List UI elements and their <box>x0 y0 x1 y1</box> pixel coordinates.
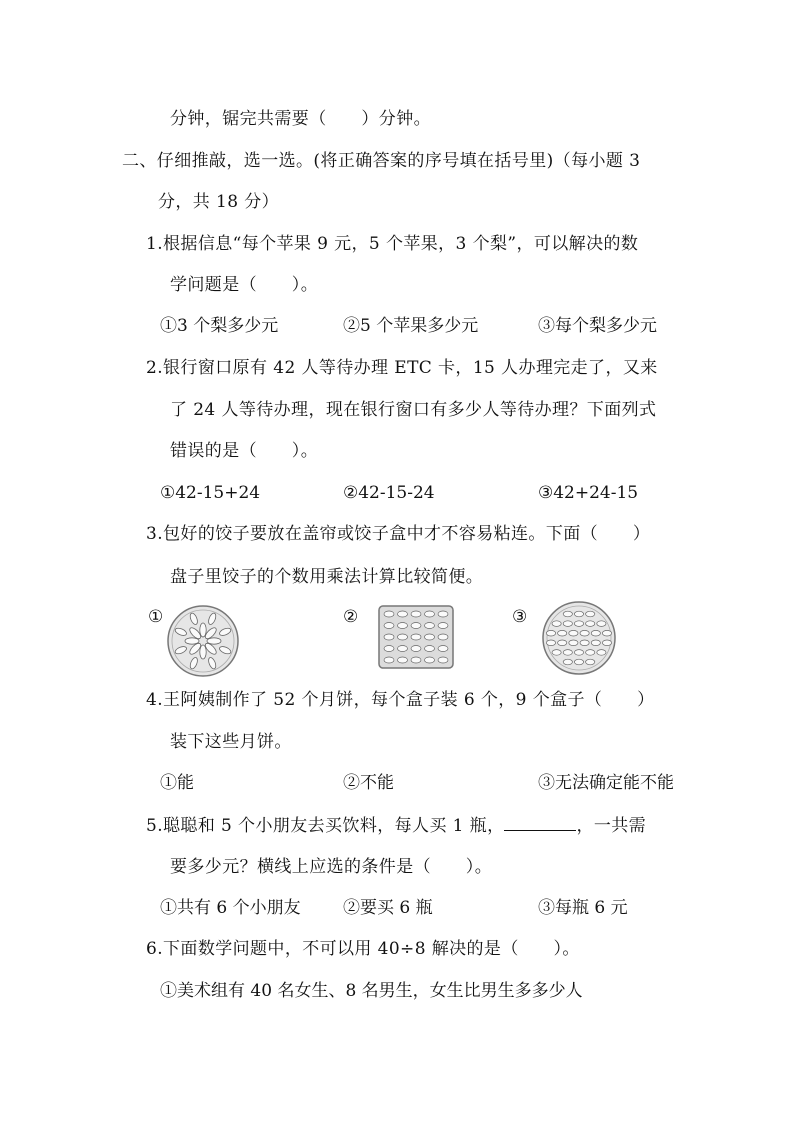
dumpling-shape <box>586 611 595 617</box>
dumpling-shape <box>574 659 583 665</box>
q2-line1: 2.银行窗口原有 42 人等待办理 ETC 卡，15 人办理完走了，又来 <box>146 358 658 378</box>
dumpling-shape <box>569 640 578 646</box>
dumpling-shape <box>602 630 611 636</box>
q5-answer-blank[interactable] <box>504 814 576 831</box>
q1-line2: 学问题是（ ）。 <box>170 275 319 295</box>
dumpling-shape <box>563 659 572 665</box>
dumpling-shape <box>200 623 206 637</box>
dumpling-shape <box>438 646 448 652</box>
dumpling-shape <box>438 611 448 617</box>
q4-option-2: ②不能 <box>343 773 394 793</box>
dumpling-shape <box>398 634 408 640</box>
dumpling-shape <box>425 623 435 629</box>
dumpling-shape <box>398 657 408 663</box>
dumpling-shape <box>438 634 448 640</box>
dumpling-shape <box>580 630 589 636</box>
dumpling-shape <box>384 623 394 629</box>
q5-option-1: ①共有 6 个小朋友 <box>160 898 301 918</box>
dumpling-shape <box>185 638 199 644</box>
dumpling-shape <box>597 621 606 627</box>
dumpling-shape <box>574 650 583 656</box>
section-title-line2: 分，共 18 分） <box>158 192 280 212</box>
q5-line1 <box>146 814 646 837</box>
round-tray-flower-figure <box>166 604 240 678</box>
q6-line1: 6.下面数学问题中，不可以用 40÷8 解决的是（ ）。 <box>146 939 580 959</box>
top-continuation-line: 分钟，锯完共需要（ ）分钟。 <box>170 109 431 129</box>
dumpling-shape <box>425 646 435 652</box>
q1-option-1: ①3 个梨多少元 <box>160 316 279 336</box>
dumpling-shape <box>425 611 435 617</box>
dumpling-shape <box>411 634 421 640</box>
q2-line2: 了 24 人等待办理，现在银行窗口有多少人等待办理？下面列式 <box>170 400 657 420</box>
q3-line2: 盘子里饺子的个数用乘法计算比较简便。 <box>170 567 484 587</box>
dumpling-shape <box>586 659 595 665</box>
dumpling-shape <box>384 646 394 652</box>
q5-option-2: ②要买 6 瓶 <box>343 898 433 918</box>
dumpling-shape <box>586 621 595 627</box>
dumpling-shape <box>563 650 572 656</box>
dumpling-shape <box>398 611 408 617</box>
dumpling-shape <box>563 621 572 627</box>
dumpling-shape <box>552 650 561 656</box>
q5-line2: 要多少元？横线上应选的条件是（ ）。 <box>170 857 493 877</box>
dumpling-shape <box>398 623 408 629</box>
dumpling-shape <box>411 611 421 617</box>
q4-line2: 装下这些月饼。 <box>170 732 292 752</box>
dumpling-shape <box>558 640 567 646</box>
square-box-grid-figure <box>378 605 454 669</box>
q5-line1-part-a: 5.聪聪和 5 个小朋友去买饮料，每人买 1 瓶， <box>146 816 505 836</box>
dumpling-shape <box>546 630 555 636</box>
dumpling-shape <box>602 640 611 646</box>
q4-option-1: ①能 <box>160 773 194 793</box>
dumpling-shape <box>574 621 583 627</box>
dumpling-shape <box>384 657 394 663</box>
dumpling-shape <box>384 634 394 640</box>
q3-line1: 3.包好的饺子要放在盖帘或饺子盒中才不容易粘连。下面（ ） <box>146 524 651 544</box>
q2-line3: 错误的是（ ）。 <box>170 441 319 461</box>
q4-line1: 4.王阿姨制作了 52 个月饼，每个盒子装 6 个，9 个盒子（ ） <box>146 690 655 710</box>
dumpling-shape <box>398 646 408 652</box>
dumpling-shape <box>411 657 421 663</box>
q2-option-1: ①42-15+24 <box>160 483 261 503</box>
dumpling-shape <box>552 621 561 627</box>
q3-option-1-label: ① <box>148 607 164 627</box>
q1-line1: 1.根据信息“每个苹果 9 元，5 个苹果，3 个梨”，可以解决的数 <box>146 234 639 254</box>
dumpling-shape <box>558 630 567 636</box>
dumpling-shape <box>597 650 606 656</box>
dumpling-shape <box>411 623 421 629</box>
dumpling-shape <box>425 634 435 640</box>
q2-option-2: ②42-15-24 <box>343 483 435 503</box>
dumpling-shape <box>438 657 448 663</box>
dumpling-shape <box>546 640 555 646</box>
dumpling-shape <box>569 630 578 636</box>
dumpling-shape <box>425 657 435 663</box>
section-title-line1: 二、仔细推敲，选一选。(将正确答案的序号填在括号里)（每小题 3 <box>122 151 641 171</box>
q5-option-3: ③每瓶 6 元 <box>538 898 628 918</box>
dumpling-shape <box>586 650 595 656</box>
dumpling-shape <box>580 640 589 646</box>
q3-option-2-label: ② <box>343 607 359 627</box>
dumpling-shape <box>574 611 583 617</box>
q4-option-3: ③无法确定能不能 <box>538 773 674 793</box>
q6-option-1: ①美术组有 40 名女生、8 名男生，女生比男生多多少人 <box>160 981 583 1001</box>
q2-option-3: ③42+24-15 <box>538 483 639 503</box>
q5-line1-part-b: ，一共需 <box>576 816 647 836</box>
q1-option-3: ③每个梨多少元 <box>538 316 657 336</box>
dumpling-shape <box>411 646 421 652</box>
dumpling-shape <box>563 611 572 617</box>
dumpling-shape <box>200 645 206 659</box>
dumpling-shape <box>591 630 600 636</box>
dumpling-shape <box>384 611 394 617</box>
dumpling-shape <box>438 623 448 629</box>
round-tray-rows-figure <box>541 600 617 676</box>
q3-option-3-label: ③ <box>512 607 528 627</box>
dumpling-shape <box>591 640 600 646</box>
q1-option-2: ②5 个苹果多少元 <box>343 316 479 336</box>
dumpling-shape <box>207 638 221 644</box>
